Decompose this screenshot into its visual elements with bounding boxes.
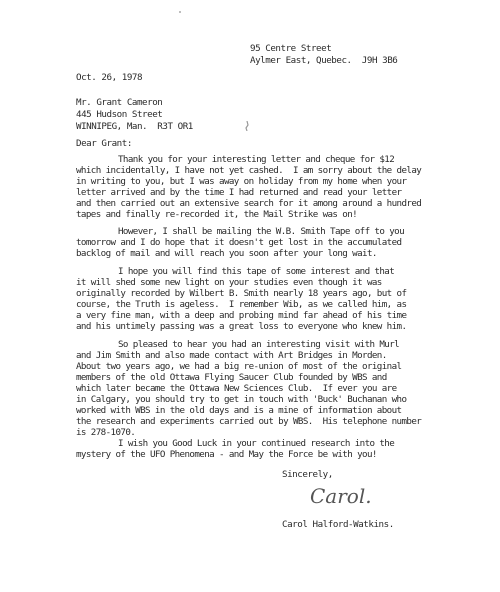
recipient-line-1: Mr. Grant Cameron (76, 97, 163, 108)
body-line: originally recorded by Wilbert B. Smith nearly 18 years ago, but of (76, 288, 407, 299)
paper-speck (178, 10, 182, 14)
body-line: the research and experiments carried out by WBS. His telephone number (76, 416, 422, 427)
body-line: worked with WBS in the old days and is a mine of information about (76, 405, 402, 416)
body-line: and Jim Smith and also made contact with Art Bridges in Morden. (76, 350, 387, 361)
body-line: I hope you will find this tape of some interest and that (118, 266, 395, 277)
recipient-line-3: WINNIPEG, Man. R3T OR1 (76, 121, 193, 132)
letter-date: Oct. 26, 1978 (76, 72, 143, 83)
body-line: course, the Truth is ageless. I remember Wib, as we called him, as (76, 299, 407, 310)
closing: Sincerely, (282, 469, 333, 480)
paper-speck (244, 121, 250, 131)
handwritten-signature: Carol. (310, 484, 372, 508)
body-line: and his untimely passing was a great loss to everyone who knew him. (76, 321, 407, 332)
body-line: letter arrived and by the time I had returned and read your letter (76, 187, 402, 198)
sender-address-line-1: 95 Centre Street (250, 43, 332, 54)
body-line: which incidentally, I have not yet cashed. I am sorry about the delay (76, 165, 422, 176)
body-line: it will shed some new light on your studies even though it was (76, 277, 382, 288)
body-line: is 278-1070. (76, 427, 136, 438)
body-line: which later became the Ottawa New Sciences Club. If ever you are (76, 383, 397, 394)
body-line: tomorrow and I do hope that it doesn't get lost in the accumulated (76, 237, 402, 248)
signature-name: Carol Halford-Watkins. (282, 519, 394, 530)
body-line: Thank you for your interesting letter and cheque for $12 (118, 154, 395, 165)
body-line: a very fine man, with a deep and probing mind far ahead of his time (76, 310, 407, 321)
body-line: mystery of the UFO Phenomena - and May the Force be with you! (76, 449, 377, 460)
sender-address-line-2: Aylmer East, Quebec. J9H 3B6 (250, 55, 398, 66)
body-line: About two years ago, we had a big re-union of most of the original (76, 361, 402, 372)
body-line: However, I shall be mailing the W.B. Smith Tape off to you (118, 226, 405, 237)
salutation: Dear Grant: (76, 138, 132, 149)
body-line: and then carried out an extensive search for it among around a hundred (76, 198, 422, 209)
recipient-line-2: 445 Hudson Street (76, 109, 163, 120)
body-line: in Calgary, you should try to get in touch with 'Buck' Buchanan who (76, 394, 407, 405)
body-line: So pleased to hear you had an interesting visit with Murl (118, 339, 400, 350)
body-line: tapes and finally re-recorded it, the Mail Strike was on! (76, 209, 358, 220)
body-line: I wish you Good Luck in your continued research into the (118, 438, 395, 449)
body-line: backlog of mail and will reach you soon after your long wait. (76, 248, 377, 259)
body-line: in writing to you, but I was away on holiday from my home when your (76, 176, 407, 187)
body-line: members of the old Ottawa Flying Saucer Club founded by WBS and (76, 372, 387, 383)
